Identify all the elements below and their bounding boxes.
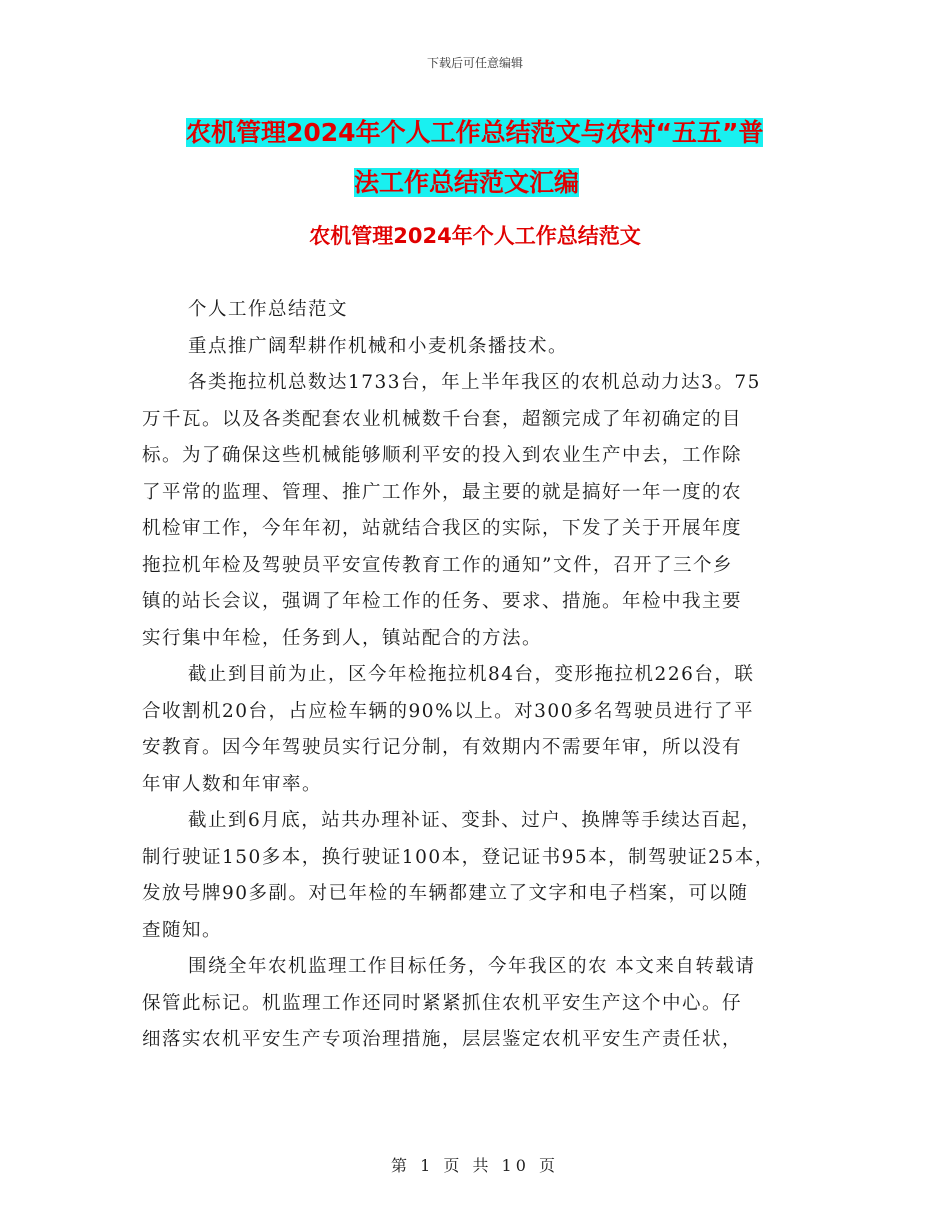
body-line: 镇的站长会议，强调了年检工作的任务、要求、措施。年检中我主要: [142, 591, 743, 612]
body-line: 截止到6月底，站共办理补证、变卦、过户、换牌等手续达百起，: [188, 810, 762, 831]
body-line: 万千瓦。以及各类配套农业机械数千台套，超额完成了年初确定的目: [142, 408, 743, 430]
title-line-1: 农机管理2024年个人工作总结范文与农村“五五”普: [186, 118, 764, 147]
body-line: 了平常的监理、管理、推广工作外，最主要的就是搞好一年一度的农: [142, 481, 743, 503]
body-line: 实行集中年检，任务到人，镇站配合的方法。: [142, 627, 543, 649]
body-line: 查随知。: [142, 919, 223, 941]
page-number: 第 1 页 共 10 页: [391, 1156, 559, 1175]
body-line: 保管此标记。机监理工作还同时紧紧抓住农机平安生产这个中心。仔: [142, 992, 743, 1014]
document-body: [142, 292, 808, 1059]
body-line: 机检审工作，今年年初，站就结合我区的实际，下发了关于开展年度: [142, 518, 743, 539]
body-line: 标。为了确保这些机械能够顺利平安的投入到农业生产中去，工作除: [142, 445, 743, 466]
page-header-note: 下载后可任意编辑: [426, 56, 523, 70]
body-line: 发放号牌90多副。对已年检的车辆都建立了文字和电子档案，可以随: [142, 883, 749, 904]
body-line: 合收割机20台，占应检车辆的90%以上。对300多名驾驶员进行了平: [142, 700, 754, 722]
section-title: 农机管理2024年个人工作总结范文: [309, 224, 641, 248]
body-line: 制行驶证150多本，换行驶证100本，登记证书95本，制驾驶证25本，: [142, 846, 775, 868]
document-title: [186, 108, 810, 208]
body-line: 围绕全年农机监理工作目标任务，今年我区的农 本文来自转载请: [188, 956, 756, 977]
body-line: 各类拖拉机总数达1733台，年上半年我区的农机总动力达3。75: [188, 372, 761, 393]
body-line: 截止到目前为止，区今年检拖拉机84台，变形拖拉机226台，联: [188, 664, 755, 685]
body-line: 个人工作总结范文: [188, 299, 349, 320]
body-line: 细落实农机平安生产专项治理措施，层层鉴定农机平安生产责任状，: [142, 1029, 743, 1050]
body-line: 拖拉机年检及驾驶员平安宣传教育工作的通知”文件，召开了三个乡: [142, 554, 733, 576]
title-line-2: 法工作总结范文汇编: [354, 168, 580, 197]
body-line: 安教育。因今年驾驶员实行记分制，有效期内不需要年审，所以没有: [142, 737, 743, 758]
body-line: 重点推广阔犁耕作机械和小麦机条播技术。: [188, 335, 569, 357]
body-line: 年审人数和年审率。: [142, 773, 323, 795]
